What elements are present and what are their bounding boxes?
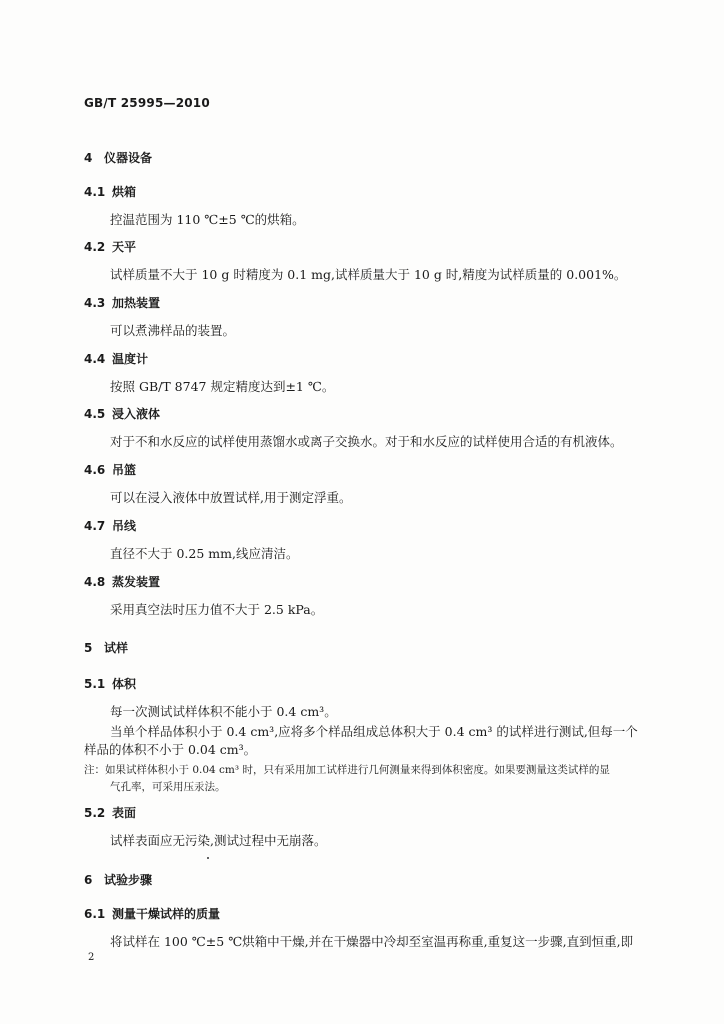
section-5-1-text-2: 当单个样品体积小于 0.4 cm³,应将多个样品组成总体积大于 0.4 cm³ 的试样进行测试,但每一个 [110, 724, 638, 739]
speck [207, 857, 209, 859]
section-number: 6.1 [84, 907, 106, 921]
page-number: 2 [88, 952, 95, 963]
section-title: 表面 [112, 806, 137, 820]
section-number: 4.3 [84, 296, 106, 310]
section-number: 4.5 [84, 407, 106, 421]
section-title: 天平 [112, 240, 137, 254]
section-title: 温度计 [112, 352, 149, 366]
section-number: 4.7 [84, 519, 106, 533]
section-4-5-heading [84, 406, 160, 422]
section-number: 4.8 [84, 575, 106, 589]
section-5-heading [84, 640, 128, 656]
section-title: 吊线 [112, 519, 137, 533]
section-title: 蒸发装置 [112, 575, 161, 589]
section-title: 体积 [112, 677, 137, 691]
section-4-7-text: 直径不大于 0.25 mm,线应清洁。 [110, 546, 299, 561]
section-title: 仪器设备 [104, 151, 153, 165]
section-number: 6 [84, 873, 93, 887]
section-4-2-text: 试样质量不大于 10 g 时精度为 0.1 mg,试样质量大于 10 g 时,精度为试样质量的 0.001%。 [110, 267, 627, 282]
section-title: 测量干燥试样的质量 [112, 907, 221, 921]
section-4-8-heading [84, 574, 160, 590]
section-5-1-text-2-continued: 样品的体积不小于 0.04 cm³。 [84, 742, 257, 757]
section-4-5-text: 对于不和水反应的试样使用蒸馏水或离子交换水。对于和水反应的试样使用合适的有机液体。 [110, 434, 623, 449]
section-number: 4.1 [84, 185, 106, 199]
section-4-1-text: 控温范围为 110 ℃±5 ℃的烘箱。 [110, 212, 305, 227]
section-title: 浸入液体 [112, 407, 161, 421]
section-5-1-heading [84, 676, 136, 692]
section-number: 4.2 [84, 240, 106, 254]
section-4-heading [84, 150, 152, 166]
section-4-1-heading [84, 184, 136, 200]
section-6-1-heading [84, 906, 220, 922]
section-number: 5 [84, 641, 93, 655]
section-title: 试样 [104, 641, 129, 655]
section-title: 试验步骤 [104, 873, 153, 887]
section-4-6-heading [84, 462, 136, 478]
section-4-7-heading [84, 518, 136, 534]
section-5-2-text: 试样表面应无污染,测试过程中无崩落。 [110, 833, 327, 848]
section-4-2-heading [84, 239, 136, 255]
section-6-1-text: 将试样在 100 ℃±5 ℃烘箱中干燥,并在干燥器中冷却至室温再称重,重复这一步骤,直到恒重,即 [110, 934, 634, 949]
section-4-3-heading [84, 295, 160, 311]
section-number: 4 [84, 151, 93, 165]
section-title: 吊篮 [112, 463, 137, 477]
section-number: 5.2 [84, 806, 106, 820]
section-4-8-text: 采用真空法时压力值不大于 2.5 kPa。 [110, 602, 324, 617]
section-5-1-note-continued: 气孔率，可采用压汞法。 [110, 781, 226, 793]
section-5-1-text-1: 每一次测试试样体积不能小于 0.4 cm³。 [110, 704, 337, 719]
section-4-4-heading [84, 351, 148, 367]
section-5-2-heading [84, 805, 136, 821]
section-4-6-text: 可以在浸入液体中放置试样,用于测定浮重。 [110, 490, 352, 505]
standard-code: GB/T 25995—2010 [84, 96, 210, 110]
section-number: 5.1 [84, 677, 106, 691]
section-4-4-text: 按照 GB/T 8747 规定精度达到±1 ℃。 [110, 379, 335, 394]
section-number: 4.6 [84, 463, 106, 477]
section-6-heading [84, 872, 152, 888]
section-title: 加热装置 [112, 296, 161, 310]
section-5-1-note: 注：如果试样体积小于 0.04 cm³ 时，只有采用加工试样进行几何测量来得到体积密度。如果要测量这类试样的显 [84, 764, 610, 776]
section-4-3-text: 可以煮沸样品的装置。 [110, 323, 236, 338]
section-number: 4.4 [84, 352, 106, 366]
section-title: 烘箱 [112, 185, 137, 199]
